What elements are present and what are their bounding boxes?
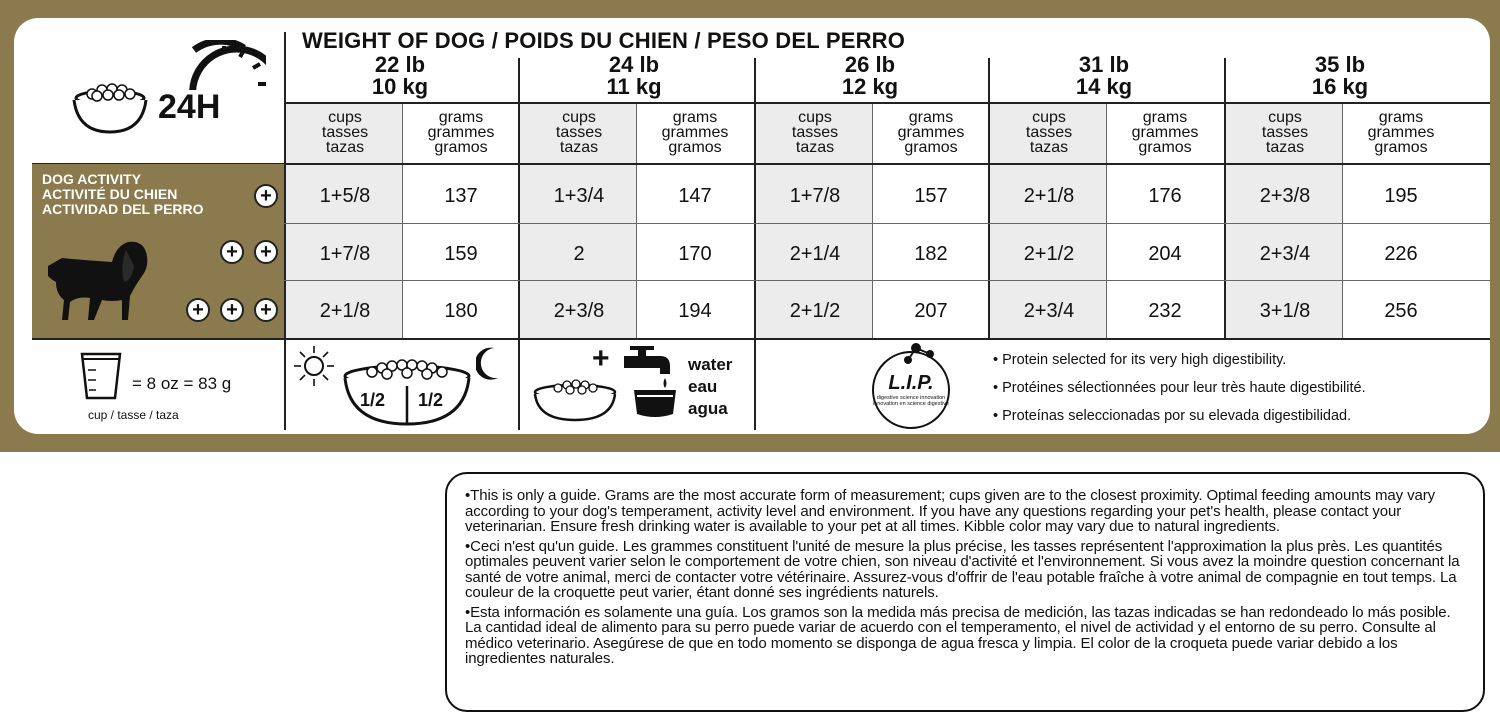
cups-subheader: cups tasses tazas xyxy=(1261,109,1309,156)
food-bowl-clock-icon xyxy=(66,40,266,136)
lip-label: L.I.P. xyxy=(888,372,934,394)
half-portion-label: 1/2 xyxy=(418,390,444,410)
note-english: •This is only a guide. Grams are the most accurate form of measurement; cups given are to the closest proximity. Optimal feeding amounts may vary according to your dog's temperament, activity level and environment. If you have any questions regarding your pet's health, please contact your veterinarian. Ensure fresh drinking water is available to your pet at all times. Kibble color may vary due to natural ingredients. xyxy=(465,487,1436,535)
table-cell-grams: 157 xyxy=(914,184,948,207)
grid-line xyxy=(284,223,1490,224)
grid-line xyxy=(872,104,873,340)
table-cell-cups: 1+7/8 xyxy=(319,242,371,265)
cups-subheader: cups tasses tazas xyxy=(791,109,839,156)
table-cell-grams: 180 xyxy=(444,299,478,322)
weight-header: 31 lb 14 kg xyxy=(1075,52,1133,99)
water-label: water eau agua xyxy=(688,355,733,418)
plus-icon: + xyxy=(186,298,210,322)
table-cell-cups: 2+1/8 xyxy=(1023,184,1075,207)
table-cell-grams: 147 xyxy=(678,184,712,207)
table-cell-grams: 170 xyxy=(678,242,712,265)
cups-subheader: cups tasses tazas xyxy=(555,109,603,156)
table-cell-cups: 2+1/2 xyxy=(1023,242,1075,265)
plus-icon: + xyxy=(220,298,244,322)
food-bowl-icon xyxy=(530,376,620,429)
grams-subheader: grams grammes gramos xyxy=(1367,109,1435,156)
table-cell-grams: 137 xyxy=(444,184,478,207)
table-cell-cups: 3+1/8 xyxy=(1259,299,1311,322)
sun-icon xyxy=(292,344,336,393)
grid-line xyxy=(1224,58,1226,340)
grid-line xyxy=(988,58,990,340)
protein-bullet: • Protéines sélectionnées pour leur très haute digestibilité. xyxy=(993,380,1366,396)
grid-line xyxy=(754,58,756,340)
dog-activity-panel xyxy=(32,164,284,338)
weight-header: 22 lb 10 kg xyxy=(371,52,429,99)
table-title: WEIGHT OF DOG / POIDS DU CHIEN / PESO DEL PERRO xyxy=(302,28,906,53)
table-cell-cups: 2+1/4 xyxy=(789,242,841,265)
grid-line xyxy=(636,104,637,340)
table-cell-cups: 1+3/4 xyxy=(553,184,605,207)
table-cell-grams: 194 xyxy=(678,299,712,322)
table-cell-grams: 256 xyxy=(1384,299,1418,322)
table-cell-cups: 1+5/8 xyxy=(319,184,371,207)
cup-equation: = 8 oz = 83 g xyxy=(132,374,232,393)
grid-line xyxy=(1342,104,1343,340)
table-cell-cups: 2+3/4 xyxy=(1023,299,1075,322)
protein-bullet: • Protein selected for its very high digestibility. xyxy=(993,352,1287,368)
cup-caption: cup / tasse / taza xyxy=(88,408,179,422)
grid-line xyxy=(284,102,1490,104)
grid-line xyxy=(754,338,756,430)
grid-line xyxy=(32,338,1490,340)
plus-icon: + xyxy=(254,240,278,264)
table-cell-grams: 195 xyxy=(1384,184,1418,207)
table-cell-grams: 204 xyxy=(1148,242,1182,265)
dog-silhouette-icon xyxy=(42,236,152,331)
grid-line xyxy=(518,338,520,430)
table-cell-cups: 2+1/2 xyxy=(789,299,841,322)
lip-logo-icon xyxy=(870,340,952,432)
grid-line xyxy=(1106,104,1107,340)
table-cell-grams: 182 xyxy=(914,242,948,265)
plus-icon: + xyxy=(220,240,244,264)
note-spanish: •Esta información es solamente una guía. Los gramos son la medida más precisa de medición, las tazas indicadas se han redondeado lo más posible. La cantidad ideal de alimento para su perro puede variar de acuerdo con el temperamento, el nivel de actividad y el entorno de su perro. Consulte al médico veterinario. Asegúrese de que en todo momento se disponga de agua fresca y limpia. El color de la croqueta puede variar debido a los ingredientes naturales. xyxy=(465,603,1451,667)
half-portion-label: 1/2 xyxy=(360,390,386,410)
grams-subheader: grams grammes gramos xyxy=(427,109,495,156)
weight-header: 26 lb 12 kg xyxy=(841,52,899,99)
cups-subheader: cups tasses tazas xyxy=(321,109,369,156)
feeding-notes-box xyxy=(445,472,1485,712)
table-cell-grams: 226 xyxy=(1384,242,1418,265)
grid-line xyxy=(402,104,403,340)
weight-header: 35 lb 16 kg xyxy=(1311,52,1369,99)
lip-subtitle: digestive science innovation innovation en science digestive xyxy=(872,395,950,407)
water-tap-icon xyxy=(620,344,680,425)
protein-bullet: • Proteínas seleccionadas por su elevada digestibilidad. xyxy=(993,408,1352,424)
table-cell-grams: 176 xyxy=(1148,184,1182,207)
grams-subheader: grams grammes gramos xyxy=(1131,109,1199,156)
24h-label: 24H xyxy=(154,90,224,124)
table-cell-grams: 207 xyxy=(914,299,948,322)
cup-icon xyxy=(80,352,122,405)
feeding-guide-card xyxy=(14,18,1490,434)
table-cell-grams: 159 xyxy=(444,242,478,265)
table-cell-cups: 2+3/8 xyxy=(1259,184,1311,207)
grams-subheader: grams grammes gramos xyxy=(661,109,729,156)
grid-line xyxy=(284,280,1490,281)
grid-line xyxy=(518,58,520,340)
plus-sign: + xyxy=(592,342,610,375)
weight-header: 24 lb 11 kg xyxy=(606,52,662,99)
cups-subheader: cups tasses tazas xyxy=(1025,109,1073,156)
table-cell-cups: 2+3/8 xyxy=(553,299,605,322)
table-cell-grams: 232 xyxy=(1148,299,1182,322)
grid-line xyxy=(284,32,286,430)
grams-subheader: grams grammes gramos xyxy=(897,109,965,156)
activity-label: DOG ACTIVITY ACTIVITÉ DU CHIEN ACTIVIDAD DEL PERRO xyxy=(42,171,204,217)
table-cell-cups: 2 xyxy=(573,242,585,265)
plus-icon: + xyxy=(254,184,278,208)
table-cell-cups: 2+1/8 xyxy=(319,299,371,322)
moon-icon xyxy=(476,346,502,387)
note-french: •Ceci n'est qu'un guide. Les grammes constituent l'unité de mesure la plus précise, les tasses représentent l'approximation la plus près. Les quantités optimales peuvent varier selon le comportement de votre chien, son niveau d'activité et l'environnement. Si vous avez la moindre question concernant la santé de votre animal, merci de contacter votre vétérinaire. Assurez-vous d'offrir de l'eau potable fraîche à votre animal de compagnie en tout temps. La couleur de la croquette peut varier, étant donné ses ingrédients naturels. xyxy=(465,537,1460,601)
table-cell-cups: 1+7/8 xyxy=(789,184,841,207)
table-cell-cups: 2+3/4 xyxy=(1259,242,1311,265)
plus-icon: + xyxy=(254,298,278,322)
